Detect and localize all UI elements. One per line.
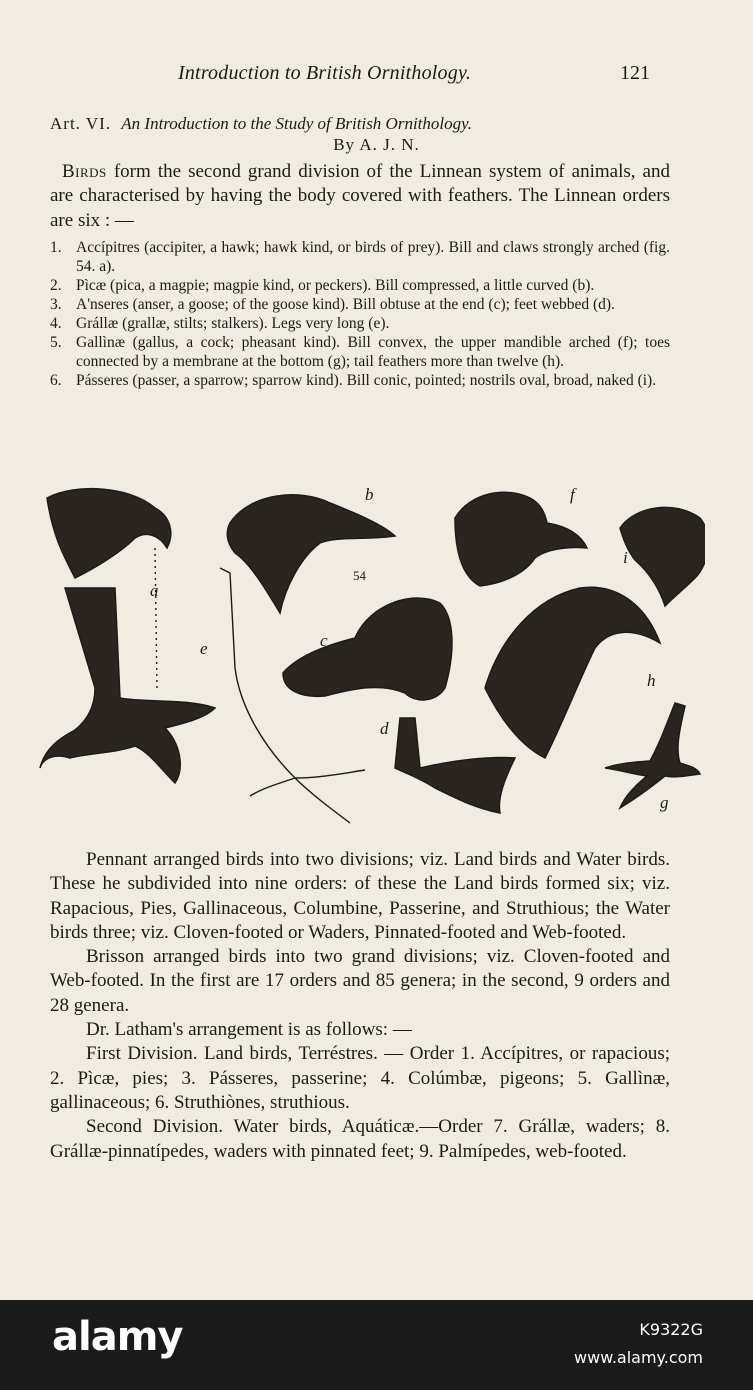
leader-line-a <box>155 548 157 688</box>
order-number: 1. <box>50 239 62 256</box>
figure-label-a: a <box>150 581 159 600</box>
order-item <box>50 314 670 333</box>
order-item <box>50 371 670 390</box>
order-description: (anser, a goose; of the goose kind). Bill obtuse at the end (c); feet webbed (d). <box>128 296 615 313</box>
paragraph-latham-intro: Dr. Latham's arrangement is as follows: — <box>86 1019 412 1041</box>
classification-text <box>50 848 670 1164</box>
hawk-foot-illustration <box>40 588 215 783</box>
page-number: 121 <box>620 62 650 84</box>
site-url: www.alamy.com <box>574 1348 703 1367</box>
hawk-head-illustration <box>47 489 171 578</box>
crow-head-illustration <box>227 495 395 613</box>
order-name: Pásseres <box>76 372 129 389</box>
article-author: By A. J. N. <box>333 135 420 154</box>
bird-parts-figure <box>35 478 705 838</box>
running-head <box>0 62 753 90</box>
order-item <box>50 238 670 276</box>
order-item <box>50 295 670 314</box>
order-number: 6. <box>50 372 62 389</box>
order-number: 4. <box>50 315 62 332</box>
figure-number: 54 <box>353 568 366 583</box>
order-name: Pìcæ <box>76 277 107 294</box>
cock-tail-illustration <box>485 587 660 758</box>
figure-label-f: f <box>570 485 575 504</box>
alamy-logo: alamy <box>52 1314 183 1360</box>
duck-head-illustration <box>283 598 452 700</box>
bird-illustration <box>35 478 705 838</box>
figure-label-d: d <box>380 719 389 738</box>
stock-footer-bar <box>0 1300 753 1390</box>
paragraph-brisson: Brisson arranged birds into two grand divisions; viz. Cloven-footed and Web-footed. In the first are 17 orders and 85 genera; in the second, 9 orders and 28 genera. <box>50 946 670 1016</box>
figure-label-e: e <box>200 639 208 658</box>
order-number: 3. <box>50 296 62 313</box>
image-id: K9322G <box>639 1320 703 1339</box>
figure-label-g: g <box>660 793 669 812</box>
order-name: A'nseres <box>76 296 129 313</box>
order-name: Grállæ <box>76 315 119 332</box>
order-description: (gallus, a cock; pheasant kind). Bill convex, the upper mandible arched (f); toes connected by a membrane at the bottom (g); tail feathers more than twelve (h). <box>76 334 670 370</box>
chicken-foot-illustration <box>605 703 700 808</box>
order-number: 5. <box>50 334 62 351</box>
paragraph-pennant: Pennant arranged birds into two divisions; viz. Land birds and Water birds. These he subdivided into nine orders: of these the Land birds formed six; viz. Rapacious, Pies, Gallinaceous, Columbine, Passerine, and Struthious; the Water birds three; viz. Cloven-footed or Waders, Pinnated-footed and Web-footed. <box>50 849 670 943</box>
running-title: Introduction to British Ornithology. <box>178 62 472 84</box>
article-title: An Introduction to the Study of British Ornithology. <box>121 114 472 133</box>
figure-label-c: c <box>320 631 328 650</box>
article-label: Art. VI. <box>50 114 112 133</box>
linnean-orders-list <box>50 238 670 390</box>
order-description: (accipiter, a hawk; hawk kind, or birds of prey). Bill and claws strongly arched (fig. 54. a). <box>76 239 670 275</box>
webbed-foot-illustration <box>395 718 515 813</box>
order-description: (grallæ, stilts; stalkers). Legs very long (e). <box>118 315 390 332</box>
order-description: (passer, a sparrow; sparrow kind). Bill conic, pointed; nostrils oval, broad, naked (i). <box>128 372 657 389</box>
sparrow-head-illustration <box>620 507 705 606</box>
article-heading <box>50 114 690 134</box>
figure-label-h: h <box>647 671 656 690</box>
order-description: (pica, a magpie; magpie kind, or peckers). Bill compressed, a little curved (b). <box>106 277 595 294</box>
intro-lead-word: Birds <box>62 161 107 182</box>
intro-paragraph <box>50 160 670 233</box>
paragraph-first-division: First Division. Land birds, Terréstres. — Order 1. Accípitres, or rapacious; 2. Pìcæ, pies; 3. Pásseres, passerine; 4. Colúmbæ, pigeons; 5. Gallìnæ, gallinaceous; 6. Struthiònes, struthious. <box>50 1043 670 1113</box>
paragraph-second-division: Second Division. Water birds, Aquáticæ.—Order 7. Grállæ, waders; 8. Grállæ-pinnatípedes, waders with pinnated feet; 9. Palmípedes, web-footed. <box>50 1116 670 1162</box>
order-item <box>50 276 670 295</box>
fowl-head-illustration <box>455 492 587 586</box>
order-name: Accípitres <box>76 239 140 256</box>
figure-label-b: b <box>365 485 374 504</box>
intro-text: form the second grand division of the Linnean system of animals, and are characterised by having the body covered with feathers. The Linnean orders are six : — <box>50 161 670 231</box>
stork-leg-illustration <box>220 568 365 823</box>
order-item <box>50 333 670 371</box>
order-number: 2. <box>50 277 62 294</box>
figure-label-i: i <box>623 548 628 567</box>
order-name: Gallìnæ <box>76 334 126 351</box>
